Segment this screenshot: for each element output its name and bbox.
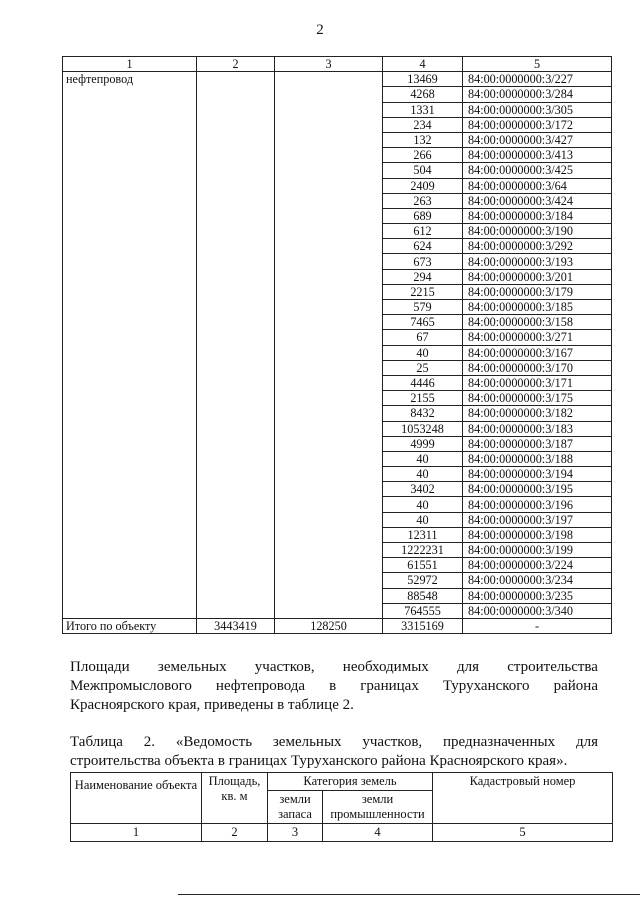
cadastral-number-cell: 84:00:0000000:3/292 — [463, 239, 612, 254]
industrial-area-cell: 132 — [383, 132, 463, 147]
word: Красноярского края, приведены в таблице 2. — [70, 697, 354, 713]
header-object-name: Наименование объекта — [71, 773, 202, 824]
industrial-area-cell: 40 — [383, 497, 463, 512]
column-number: 2 — [197, 57, 275, 72]
industrial-area-cell: 2409 — [383, 178, 463, 193]
industrial-area-cell: 67 — [383, 330, 463, 345]
industrial-area-cell: 40 — [383, 467, 463, 482]
column-number: 1 — [71, 824, 202, 842]
header-land-category: Категория земель — [268, 773, 433, 791]
cadastral-number-cell: 84:00:0000000:3/305 — [463, 102, 612, 117]
text-line — [70, 733, 598, 752]
cadastral-number-cell: 84:00:0000000:3/172 — [463, 117, 612, 132]
cadastral-number-cell: 84:00:0000000:3/234 — [463, 573, 612, 588]
cadastral-number-cell: 84:00:0000000:3/188 — [463, 451, 612, 466]
cadastral-number-cell: 84:00:0000000:3/194 — [463, 467, 612, 482]
industrial-area-cell: 4999 — [383, 436, 463, 451]
header-cadastral-number: Кадастровый номер — [433, 773, 613, 824]
column-number: 5 — [433, 824, 613, 842]
cadastral-number-cell: 84:00:0000000:3/175 — [463, 391, 612, 406]
cadastral-number-cell: 84:00:0000000:3/171 — [463, 375, 612, 390]
total-industrial: 3315169 — [383, 618, 463, 633]
cadastral-number-cell: 84:00:0000000:3/185 — [463, 300, 612, 315]
column-number: 3 — [275, 57, 383, 72]
industrial-area-cell: 504 — [383, 163, 463, 178]
industrial-area-cell: 4268 — [383, 87, 463, 102]
empty-area-cell — [197, 72, 275, 619]
industrial-area-cell: 624 — [383, 239, 463, 254]
industrial-area-cell: 8432 — [383, 406, 463, 421]
industrial-area-cell: 263 — [383, 193, 463, 208]
industrial-area-cell: 40 — [383, 512, 463, 527]
column-number-row — [63, 57, 612, 72]
industrial-area-cell: 13469 — [383, 72, 463, 87]
text-line — [70, 658, 598, 677]
cadastral-number-cell: 84:00:0000000:3/193 — [463, 254, 612, 269]
cadastral-number-cell: 84:00:0000000:3/284 — [463, 87, 612, 102]
empty-reserve-cell — [275, 72, 383, 619]
cadastral-number-cell: 84:00:0000000:3/167 — [463, 345, 612, 360]
total-label: Итого по объекту — [63, 618, 197, 633]
word: Туруханского — [442, 678, 530, 694]
cadastral-number-cell: 84:00:0000000:3/424 — [463, 193, 612, 208]
cadastral-number-cell: 84:00:0000000:3/413 — [463, 148, 612, 163]
column-number-row — [71, 824, 613, 842]
word: земельных — [157, 659, 227, 675]
cadastral-number-cell: 84:00:0000000:3/201 — [463, 269, 612, 284]
word: для — [575, 734, 598, 750]
industrial-area-cell: 2215 — [383, 284, 463, 299]
industrial-area-cell: 61551 — [383, 558, 463, 573]
industrial-area-cell: 40 — [383, 345, 463, 360]
industrial-area-cell: 1053248 — [383, 421, 463, 436]
text-line — [70, 752, 598, 771]
cadastral-number-cell: 84:00:0000000:3/184 — [463, 208, 612, 223]
cadastral-number-cell: 84:00:0000000:3/195 — [463, 482, 612, 497]
cadastral-number-cell: 84:00:0000000:3/224 — [463, 558, 612, 573]
cadastral-number-cell: 84:00:0000000:3/64 — [463, 178, 612, 193]
cadastral-number-cell: 84:00:0000000:3/340 — [463, 603, 612, 618]
bottom-rule — [178, 894, 640, 895]
cadastral-number-cell: 84:00:0000000:3/187 — [463, 436, 612, 451]
total-area: 3443419 — [197, 618, 275, 633]
word: Межпромыслового — [70, 678, 192, 694]
word: нефтепровода — [215, 678, 306, 694]
cadastral-number-cell: 84:00:0000000:3/199 — [463, 543, 612, 558]
industrial-area-cell: 234 — [383, 117, 463, 132]
text-line — [70, 677, 598, 696]
industrial-area-cell: 40 — [383, 451, 463, 466]
industrial-area-cell: 612 — [383, 224, 463, 239]
industrial-area-cell: 7465 — [383, 315, 463, 330]
industrial-area-cell: 1222231 — [383, 543, 463, 558]
cadastral-number-cell: 84:00:0000000:3/179 — [463, 284, 612, 299]
cadastral-number-cell: 84:00:0000000:3/197 — [463, 512, 612, 527]
word: необходимых — [342, 659, 429, 675]
total-cadastral: - — [463, 618, 612, 633]
industrial-area-cell: 689 — [383, 208, 463, 223]
object-name: нефтепровод — [63, 72, 197, 619]
industrial-area-cell: 52972 — [383, 573, 463, 588]
page-number: 2 — [316, 22, 324, 38]
column-number: 4 — [323, 824, 433, 842]
word: участков, — [254, 659, 315, 675]
land-plots-table-2-header — [70, 772, 613, 842]
industrial-area-cell: 764555 — [383, 603, 463, 618]
cadastral-number-cell: 84:00:0000000:3/182 — [463, 406, 612, 421]
word: для — [457, 659, 480, 675]
industrial-area-cell: 266 — [383, 148, 463, 163]
column-number: 5 — [463, 57, 612, 72]
industrial-area-cell: 1331 — [383, 102, 463, 117]
industrial-area-cell: 294 — [383, 269, 463, 284]
table-row — [63, 72, 612, 87]
word: 2. — [143, 734, 155, 750]
column-number: 2 — [202, 824, 268, 842]
cadastral-number-cell: 84:00:0000000:3/183 — [463, 421, 612, 436]
total-reserve: 128250 — [275, 618, 383, 633]
text-line — [70, 696, 598, 715]
column-number: 4 — [383, 57, 463, 72]
cadastral-number-cell: 84:00:0000000:3/271 — [463, 330, 612, 345]
industrial-area-cell: 2155 — [383, 391, 463, 406]
industrial-area-cell: 25 — [383, 360, 463, 375]
cadastral-number-cell: 84:00:0000000:3/196 — [463, 497, 612, 512]
word: «Ведомость — [175, 734, 253, 750]
total-row — [63, 618, 612, 633]
header-reserve-land: земли запаса — [268, 791, 323, 824]
industrial-area-cell: 579 — [383, 300, 463, 315]
cadastral-number-cell: 84:00:0000000:3/235 — [463, 588, 612, 603]
word: в — [329, 678, 337, 694]
word: участков, — [362, 734, 423, 750]
industrial-area-cell: 673 — [383, 254, 463, 269]
cadastral-number-cell: 84:00:0000000:3/158 — [463, 315, 612, 330]
column-number: 1 — [63, 57, 197, 72]
word: строительства — [507, 659, 598, 675]
header-area: Площадь, кв. м — [202, 773, 268, 824]
cadastral-number-cell: 84:00:0000000:3/425 — [463, 163, 612, 178]
area-paragraph — [70, 658, 598, 715]
word: Таблица — [70, 734, 123, 750]
table2-caption — [70, 733, 598, 771]
cadastral-number-cell: 84:00:0000000:3/190 — [463, 224, 612, 239]
cadastral-number-cell: 84:00:0000000:3/227 — [463, 72, 612, 87]
word: строительства объекта в границах Туруханского района Красноярского края». — [70, 753, 568, 769]
word: Площади — [70, 659, 130, 675]
cadastral-number-cell: 84:00:0000000:3/170 — [463, 360, 612, 375]
word: земельных — [272, 734, 342, 750]
header-industrial-land: земли промышленности — [323, 791, 433, 824]
column-number: 3 — [268, 824, 323, 842]
industrial-area-cell: 4446 — [383, 375, 463, 390]
word: границах — [360, 678, 419, 694]
cadastral-number-cell: 84:00:0000000:3/427 — [463, 132, 612, 147]
land-plots-table-continued — [62, 56, 612, 634]
industrial-area-cell: 88548 — [383, 588, 463, 603]
word: района — [553, 678, 598, 694]
industrial-area-cell: 12311 — [383, 527, 463, 542]
cadastral-number-cell: 84:00:0000000:3/198 — [463, 527, 612, 542]
word: предназначенных — [442, 734, 556, 750]
industrial-area-cell: 3402 — [383, 482, 463, 497]
